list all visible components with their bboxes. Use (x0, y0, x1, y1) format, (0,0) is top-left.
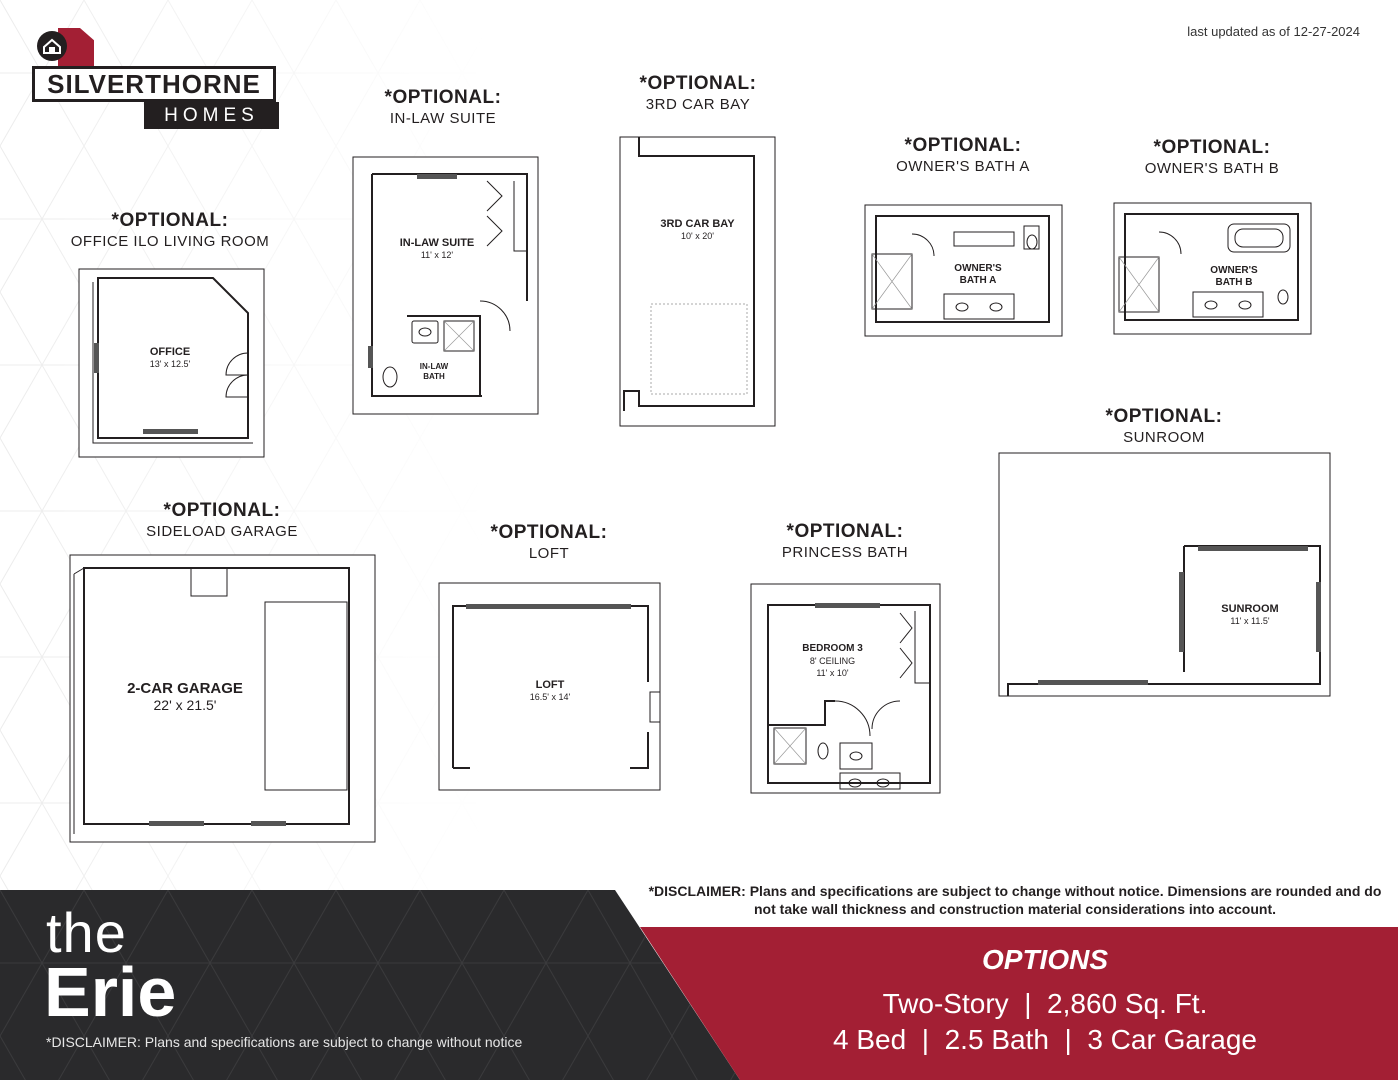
option-name: OWNER'S BATH B (1144, 160, 1280, 177)
optional-tag: *OPTIONAL: (1105, 406, 1223, 427)
option-name: 3RD CAR BAY (645, 96, 751, 113)
office-dim: 13' x 12.5' (149, 359, 191, 369)
car-bay-dim: 10' x 20' (681, 231, 714, 241)
option-name: PRINCESS BATH (781, 544, 909, 561)
optional-tag: *OPTIONAL: (384, 87, 502, 108)
brand-erie: Erie (44, 953, 177, 1031)
label-sunroom-option (1064, 406, 1264, 446)
optional-tag: *OPTIONAL: (1153, 137, 1271, 158)
optional-tag: *OPTIONAL: (111, 210, 229, 231)
option-name: SUNROOM (1123, 429, 1205, 446)
house-logo-icon (30, 28, 94, 66)
loft-room-label (505, 679, 595, 703)
bedroom3-room-label (790, 643, 875, 679)
optional-tag: *OPTIONAL: (639, 73, 757, 94)
inlaw-bath-line2: BATH (423, 372, 445, 381)
bedroom3-ceiling: 8' CEILING (809, 656, 856, 666)
label-loft-option (449, 522, 649, 562)
car-bay-name: 3RD CAR BAY (660, 218, 735, 230)
sqft-text: 2,860 Sq. Ft. (1047, 988, 1208, 1019)
last-updated-text: last updated as of 12-27-2024 (1187, 24, 1360, 39)
label-sideload-option (112, 500, 332, 540)
label-inlaw-option (343, 87, 543, 127)
office-name: OFFICE (149, 346, 191, 358)
plans-disclaimer: *DISCLAIMER: Plans and specifications are subject to change without notice. Dimensions are rounded and do not take wall thickness and construction material considerations into account. (648, 883, 1382, 917)
options-title: OPTIONS (981, 944, 1108, 975)
bedroom3-dim: 11' x 10' (816, 668, 849, 678)
sunroom-dim: 11' x 11.5' (1230, 616, 1270, 626)
option-name: IN-LAW SUITE (389, 110, 497, 127)
bath-b-room-label (1194, 265, 1274, 289)
logo-wordmark: SILVERTHORNE (32, 66, 276, 102)
car-bay-floor-plan (619, 136, 777, 428)
garage-room-label (100, 680, 270, 714)
loft-name: LOFT (535, 679, 565, 691)
label-bath-b-option (1112, 137, 1312, 177)
label-bath-a-option (863, 135, 1063, 175)
optional-tag: *OPTIONAL: (904, 135, 1022, 156)
separator: | (1056, 1024, 1080, 1055)
inlaw-name: IN-LAW SUITE (399, 237, 475, 249)
inlaw-bath-label (409, 362, 459, 382)
brand-the: the (46, 901, 127, 964)
office-room-label (110, 346, 230, 370)
loft-dim: 16.5' x 14' (529, 692, 571, 702)
optional-tag: *OPTIONAL: (163, 500, 281, 521)
princess-bath-floor-plan (750, 583, 942, 795)
stories-text: Two-Story (882, 988, 1009, 1019)
bath-a-room-label (938, 263, 1018, 287)
sunroom-room-label (1205, 603, 1295, 627)
label-car-bay-option (598, 73, 798, 113)
silverthorne-logo (30, 28, 282, 132)
inlaw-dim: 11' x 12' (420, 250, 454, 260)
option-name: LOFT (528, 545, 570, 562)
inlaw-bath-line1: IN-LAW (419, 362, 449, 371)
label-princess-bath-option (745, 521, 945, 561)
bath-b-line1: OWNER'S (1210, 265, 1258, 276)
summary-line-1 (760, 988, 1330, 1020)
sunroom-floor-plan (998, 452, 1332, 698)
separator: | (1016, 988, 1040, 1019)
garage-dim: 22' x 21.5' (153, 697, 217, 713)
optional-tag: *OPTIONAL: (786, 521, 904, 542)
garage-text: 3 Car Garage (1087, 1024, 1257, 1055)
separator: | (913, 1024, 937, 1055)
label-office-option (50, 210, 290, 250)
inlaw-room-label (382, 237, 492, 261)
beds-text: 4 Bed (833, 1024, 907, 1055)
footer-disclaimer: *DISCLAIMER: Plans and specifications are subject to change without notice (46, 1034, 523, 1050)
sunroom-name: SUNROOM (1221, 603, 1279, 615)
optional-tag: *OPTIONAL: (490, 522, 608, 543)
option-name: OFFICE ILO LIVING ROOM (70, 233, 270, 250)
bath-a-line2: BATH A (959, 275, 997, 286)
bath-a-line1: OWNER'S (954, 263, 1002, 274)
logo-subtitle: HOMES (144, 102, 279, 129)
garage-name: 2-CAR GARAGE (127, 680, 243, 697)
summary-line-2 (760, 1024, 1330, 1056)
bedroom3-name: BEDROOM 3 (802, 643, 863, 654)
car-bay-room-label (640, 218, 755, 242)
option-name: OWNER'S BATH A (896, 158, 1030, 175)
bath-b-line2: BATH B (1215, 277, 1253, 288)
baths-text: 2.5 Bath (944, 1024, 1049, 1055)
option-name: SIDELOAD GARAGE (146, 523, 298, 540)
